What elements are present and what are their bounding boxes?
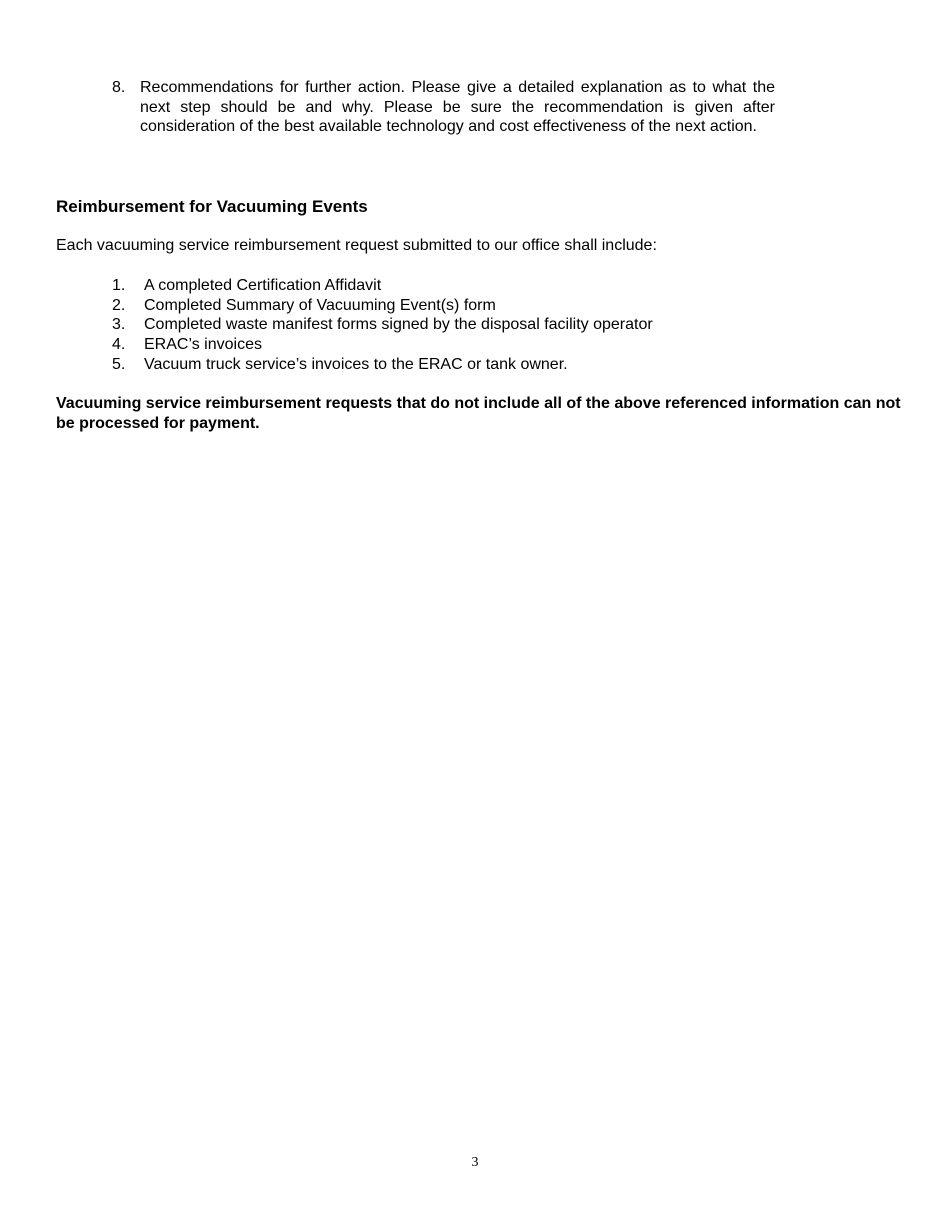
recommendations-paragraph: Recommendations for further action. Please give a detailed explanation as to what the next step should be and why. Please be sure the recommendation is given after consideration of the best available technology and cost effectiveness of the next action.: [140, 79, 775, 136]
list-item-number: 5.: [112, 355, 126, 373]
list-item-text: Vacuum truck service’s invoices to the ERAC or tank owner.: [144, 355, 568, 373]
page-number: 3: [471, 1155, 479, 1170]
section-heading: Reimbursement for Vacuuming Events: [56, 197, 368, 216]
list-item-number: 4.: [112, 336, 126, 354]
list-item-number: 8.: [112, 79, 126, 96]
intro-paragraph: Each vacuuming service reimbursement request submitted to our office shall include:: [56, 237, 657, 254]
list-item: [112, 355, 653, 375]
list-item-text: A completed Certification Affidavit: [144, 277, 382, 294]
list-item: [112, 276, 653, 296]
list-item: [112, 296, 653, 316]
list-item-number: 3.: [112, 316, 126, 334]
list-item-text: ERAC’s invoices: [144, 336, 262, 354]
list-item-number: 2.: [112, 296, 126, 314]
list-item: [112, 315, 653, 335]
warning-paragraph: Vacuuming service reimbursement requests that do not include all of the above referenced information can not be processed for payment.: [56, 395, 901, 432]
requirements-list: [112, 276, 653, 374]
list-item-text: Completed Summary of Vacuuming Event(s) form: [144, 296, 496, 314]
list-item-number: 1.: [112, 277, 126, 294]
list-item-text: Completed waste manifest forms signed by the disposal facility operator: [144, 316, 653, 334]
list-item: [112, 335, 653, 355]
